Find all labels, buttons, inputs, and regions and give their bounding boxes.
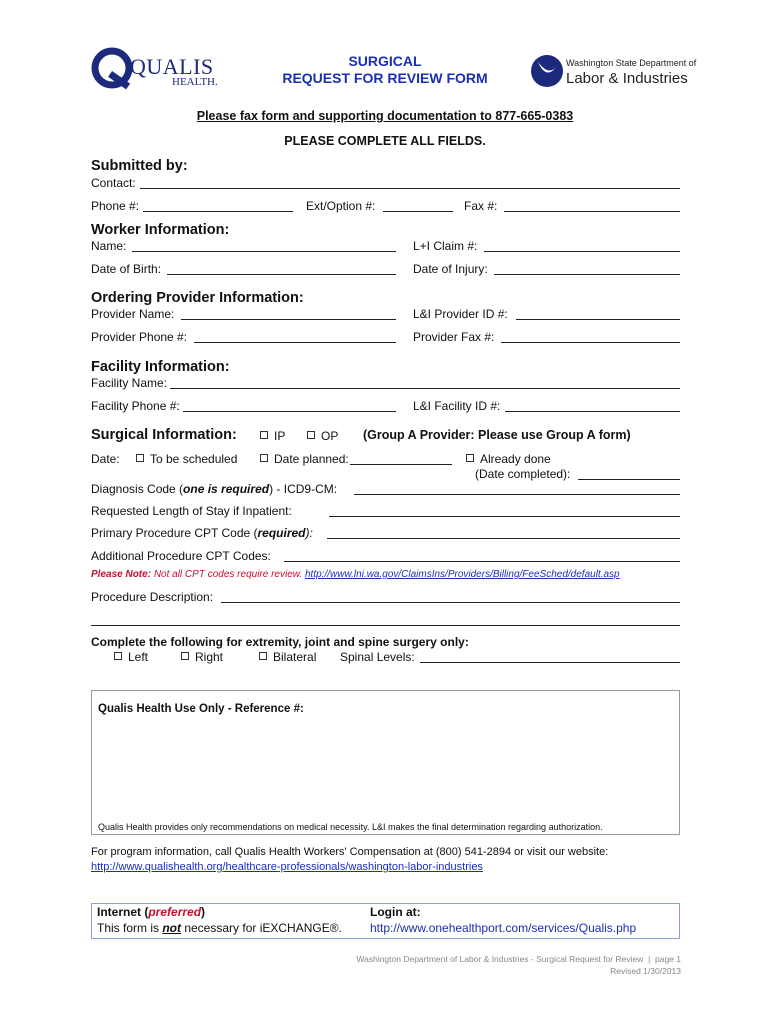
group-a-note: (Group A Provider: Please use Group A form) bbox=[363, 428, 631, 442]
date-completed-field[interactable] bbox=[578, 479, 680, 480]
bilateral-box[interactable] bbox=[259, 652, 267, 660]
provider-name-field[interactable] bbox=[181, 319, 396, 320]
qualis-reference-area[interactable] bbox=[98, 721, 673, 816]
facility-phone-label: Facility Phone #: bbox=[91, 399, 180, 413]
diagnosis-label bbox=[91, 482, 337, 496]
program-info bbox=[91, 845, 691, 875]
right-checkbox[interactable] bbox=[181, 650, 223, 664]
facility-id-field[interactable] bbox=[505, 411, 680, 412]
not-text: not bbox=[162, 921, 181, 935]
qualis-reference-heading: Qualis Health Use Only - Reference #: bbox=[98, 703, 304, 715]
date-label: Date: bbox=[91, 452, 120, 466]
doi-field[interactable] bbox=[494, 274, 680, 275]
internet-label: Internet ( bbox=[97, 905, 149, 919]
facility-name-field[interactable] bbox=[170, 388, 680, 389]
qualis-q-icon bbox=[90, 46, 134, 94]
phone-label: Phone #: bbox=[91, 199, 140, 213]
lni-logo bbox=[530, 52, 697, 92]
fee-schedule-link[interactable]: http://www.lni.wa.gov/ClaimsIns/Providers/Billing/FeeSched/default.asp bbox=[305, 569, 620, 580]
lni-emblem-icon bbox=[530, 52, 564, 90]
form-title-line2: REQUEST FOR REVIEW FORM bbox=[282, 70, 488, 86]
internet-line bbox=[97, 905, 205, 919]
form-is-text: This form is bbox=[97, 921, 163, 935]
not-necessary-text: necessary for iEXCHANGE®. bbox=[181, 921, 342, 935]
date-planned-checkbox[interactable] bbox=[260, 452, 349, 466]
onehealthport-link[interactable]: http://www.onehealthport.com/services/Qualis.php bbox=[370, 921, 637, 935]
provider-phone-label: Provider Phone #: bbox=[91, 330, 188, 344]
op-checkbox-box[interactable] bbox=[307, 431, 315, 439]
diagnosis-prefix: Diagnosis Code ( bbox=[91, 482, 184, 496]
to-be-scheduled-box[interactable] bbox=[136, 454, 144, 462]
worker-name-label: Name: bbox=[91, 239, 127, 253]
claim-label: L+I Claim #: bbox=[413, 239, 478, 253]
fax-field[interactable] bbox=[504, 211, 680, 212]
form-title-line1: SURGICAL bbox=[348, 53, 422, 69]
ext-field[interactable] bbox=[383, 211, 453, 212]
left-box[interactable] bbox=[114, 652, 122, 660]
provider-phone-field[interactable] bbox=[194, 342, 396, 343]
qualis-disclaimer: Qualis Health provides only recommendations on medical necessity. L&I makes the final determination regarding authorization. bbox=[98, 822, 603, 832]
primary-suffix: ): bbox=[305, 526, 313, 540]
dob-label: Date of Birth: bbox=[91, 262, 162, 276]
already-done-checkbox[interactable] bbox=[466, 452, 551, 466]
footer bbox=[300, 953, 681, 977]
additional-cpt-label: Additional Procedure CPT Codes: bbox=[91, 549, 271, 563]
facility-phone-field[interactable] bbox=[183, 411, 396, 412]
los-label: Requested Length of Stay if Inpatient: bbox=[91, 504, 292, 518]
procedure-desc-field-2[interactable] bbox=[91, 625, 680, 626]
to-be-scheduled-label: To be scheduled bbox=[150, 452, 238, 466]
provider-name-label: Provider Name: bbox=[91, 307, 175, 321]
program-info-text: For program information, call Qualis Health Workers' Compensation at (800) 541-2894 or visit our website: bbox=[91, 846, 609, 858]
left-label: Left bbox=[128, 650, 149, 664]
left-checkbox[interactable] bbox=[114, 650, 148, 664]
diagnosis-field[interactable] bbox=[354, 494, 680, 495]
surgical-heading: Surgical Information: bbox=[91, 427, 237, 443]
already-done-box[interactable] bbox=[466, 454, 474, 462]
ip-checkbox-box[interactable] bbox=[260, 431, 268, 439]
los-field[interactable] bbox=[329, 516, 680, 517]
date-completed-label: (Date completed): bbox=[475, 467, 571, 481]
ip-checkbox[interactable] bbox=[260, 429, 285, 443]
submitted-by-heading: Submitted by: bbox=[91, 158, 188, 174]
procedure-desc-field[interactable] bbox=[221, 602, 680, 603]
footer-line1: Washington Department of Labor & Industries - Surgical Request for Review | page 1 bbox=[356, 954, 681, 964]
qualis-health-logo bbox=[90, 46, 230, 96]
spinal-levels-field[interactable] bbox=[420, 662, 680, 663]
internet-close: ) bbox=[201, 905, 206, 919]
procedure-desc-label: Procedure Description: bbox=[91, 590, 214, 604]
qualis-use-box bbox=[91, 690, 680, 835]
ext-label: Ext/Option #: bbox=[306, 199, 376, 213]
op-label: OP bbox=[321, 429, 339, 443]
internet-box bbox=[91, 903, 680, 939]
doi-label: Date of Injury: bbox=[413, 262, 488, 276]
preferred-text: preferred bbox=[148, 905, 202, 919]
provider-fax-field[interactable] bbox=[501, 342, 680, 343]
contact-field[interactable] bbox=[140, 188, 680, 189]
facility-name-label: Facility Name: bbox=[91, 376, 168, 390]
already-done-label: Already done bbox=[480, 452, 551, 466]
cpt-note bbox=[91, 569, 620, 580]
to-be-scheduled-checkbox[interactable] bbox=[136, 452, 237, 466]
worker-name-field[interactable] bbox=[132, 251, 396, 252]
worker-heading: Worker Information: bbox=[91, 222, 230, 238]
logo-qualis-text: QUALIS bbox=[130, 54, 214, 79]
provider-id-field[interactable] bbox=[516, 319, 680, 320]
date-planned-label: Date planned: bbox=[274, 452, 349, 466]
primary-required: required bbox=[257, 526, 306, 540]
qualis-website-link[interactable]: http://www.qualishealth.org/healthcare-professionals/washington-labor-industries bbox=[91, 861, 483, 873]
facility-id-label: L&I Facility ID #: bbox=[413, 399, 501, 413]
diagnosis-suffix: ) - ICD9-CM: bbox=[269, 482, 338, 496]
provider-fax-label: Provider Fax #: bbox=[413, 330, 495, 344]
note-text: Not all CPT codes require review. bbox=[153, 569, 303, 580]
provider-id-label: L&I Provider ID #: bbox=[413, 307, 508, 321]
ip-label: IP bbox=[274, 429, 286, 443]
date-planned-box[interactable] bbox=[260, 454, 268, 462]
claim-field[interactable] bbox=[484, 251, 680, 252]
lni-logo-line1: Washington State Department of bbox=[566, 58, 697, 68]
complete-all-notice: PLEASE COMPLETE ALL FIELDS. bbox=[284, 134, 486, 148]
extremity-heading: Complete the following for extremity, joint and spine surgery only: bbox=[91, 635, 469, 649]
dob-field[interactable] bbox=[167, 274, 396, 275]
right-box[interactable] bbox=[181, 652, 189, 660]
phone-field[interactable] bbox=[143, 211, 293, 212]
logo-health-text: HEALTH. bbox=[172, 76, 218, 88]
fax-label: Fax #: bbox=[464, 199, 498, 213]
provider-heading: Ordering Provider Information: bbox=[91, 290, 304, 306]
right-label: Right bbox=[195, 650, 224, 664]
bilateral-label: Bilateral bbox=[273, 650, 317, 664]
note-label: Please Note: bbox=[91, 569, 152, 580]
contact-label: Contact: bbox=[91, 176, 136, 190]
additional-cpt-field[interactable] bbox=[284, 561, 680, 562]
op-checkbox[interactable] bbox=[307, 429, 338, 443]
fax-instruction: Please fax form and supporting documentation to 877-665-0383 bbox=[196, 109, 574, 123]
primary-prefix: Primary Procedure CPT Code ( bbox=[91, 526, 258, 540]
login-label: Login at: bbox=[370, 905, 421, 919]
bilateral-checkbox[interactable] bbox=[259, 650, 316, 664]
primary-cpt-field[interactable] bbox=[327, 538, 680, 539]
lni-logo-line2: Labor & Industries bbox=[566, 70, 688, 87]
iexchange-line bbox=[97, 921, 342, 935]
date-planned-field[interactable] bbox=[350, 464, 452, 465]
spinal-levels-label: Spinal Levels: bbox=[340, 650, 415, 664]
facility-heading: Facility Information: bbox=[91, 359, 230, 375]
form-title bbox=[260, 53, 510, 87]
diagnosis-required: one is required bbox=[183, 482, 270, 496]
footer-line2: Revised 1/30/2013 bbox=[610, 966, 681, 976]
primary-cpt-label bbox=[91, 526, 313, 540]
